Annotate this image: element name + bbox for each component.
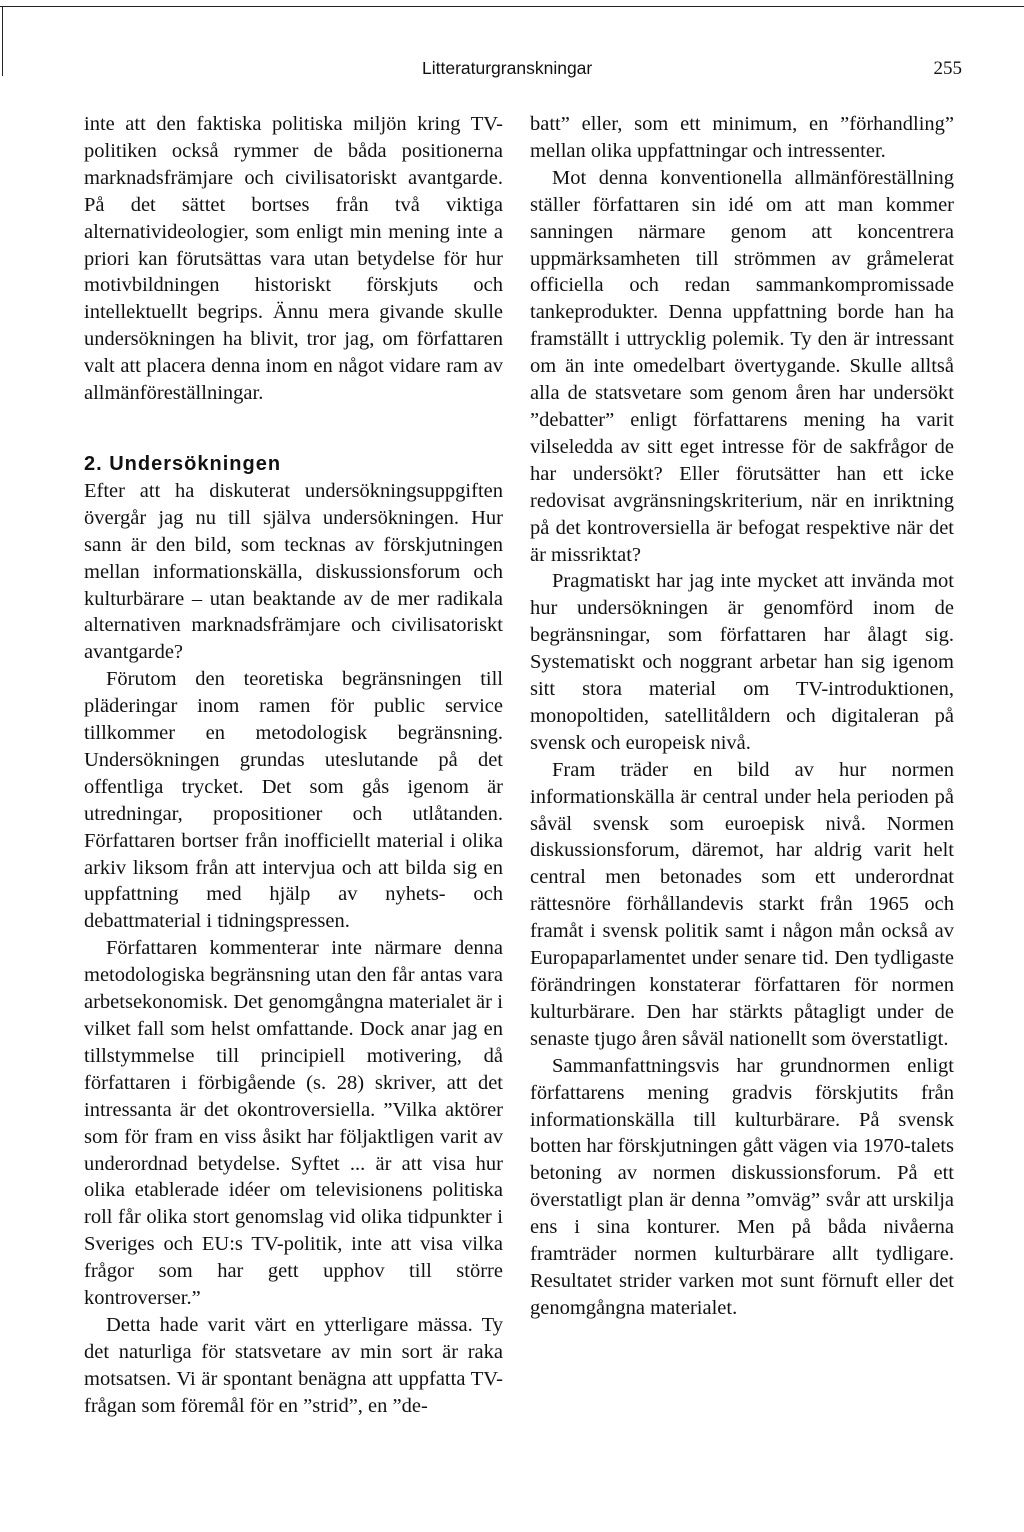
right-column — [530, 111, 954, 1322]
paragraph: Mot denna konventionella allmänföreställning ställer författaren sin idé om att man kommer sanningen närmare genom att koncentrera uppmärksamheten till strömmen av gråmelerat officiella och redan sammankompromissade tankeprodukter. Denna uppfattning borde han ha framställt i uttrycklig polemik. Ty den är intressant om än inte omedelbart övertygande. Skulle alltså alla de statsvetare som genom åren har undersökt ”debatter” enligt författarens mening ha varit vilseledda av sitt eget intresse för de sakfrågor de har undersökt? Eller förutsätter han ett icke redovisat avgränsningskriterium, när en inriktning på det kontroversiella är befogat respektive när det är missriktat? — [530, 166, 954, 566]
scan-edge-top — [0, 6, 1024, 7]
paragraph: Detta hade varit värt en ytterligare mässa. Ty det naturliga för statsvetare av min sort är raka motsatsen. Vi är spontant benägna att uppfatta TV-frågan som föremål för en ”strid”, en ”de- — [84, 1313, 503, 1417]
section-heading: 2. Undersökningen — [84, 452, 282, 475]
paragraph: Författaren kommenterar inte närmare denna metodologiska begränsning utan den får antas vara arbetsekonomisk. Det genomgångna materialet är i vilket fall som helst omfattande. Dock anar jag en tillstymmelse till principiell motivering, då författaren i förbigående (s. 28) skriver, att det intressanta är det okontroversiella. ”Vilka aktörer som för fram en viss åsikt har följaktligen varit av underordnad betydelse. Syftet ... är att visa hur olika etablerade idéer om televisionens politiska roll får olika stort genomslag vid olika tidpunkter i Sveriges och EU:s TV-politik, inte att visa vilka frågor som har gett upphov till större kontroverser.” — [84, 937, 503, 1310]
paragraph: Pragmatiskt har jag inte mycket att invända mot hur undersökningen är genomförd inom de begränsningar, som författaren har ålagt sig. Systematiskt och noggrant arbetar han sig igenom sitt stora material om TV-introduktionen, monopoltiden, satellitåldern och digitaleran på svensk och europeisk nivå. — [530, 570, 954, 754]
paragraph: batt” eller, som ett minimum, en ”förhandling” mellan olika uppfattningar och intressenter. — [530, 113, 954, 162]
left-column — [84, 111, 503, 1420]
paragraph: Förutom den teoretiska begränsningen till pläderingar inom ramen för public service tillkommer en metodologisk begränsning. Undersökningen grundas uteslutande på det offentliga trycket. Det som gås igenom är utredningar, propositioner och utlåtanden. Författaren bortser från inofficiellt material i olika arkiv liksom från att intervjua och att bilda sig en uppfattning med hjälp av nyhets- och debattmaterial i tidningspressen. — [84, 668, 503, 933]
paragraph: Sammanfattningsvis har grundnormen enligt författarens mening gradvis förskjutits från informationskälla till kulturbärare. På svensk botten har förskjutningen gått vägen via 1970-talets betoning av normen diskussionsforum. På ett överstatligt plan är denna ”omväg” svår att urskilja ens i sina konturer. Men på båda nivåerna framträder normen kulturbärare allt tydligare. Resultatet strider varken mot sunt förnuft eller det genomgångna materialet. — [530, 1054, 954, 1319]
running-header — [0, 58, 1024, 88]
paragraph: Fram träder en bild av hur normen informationskälla är central under hela perioden på såväl svensk som euroepisk nivå. Normen diskussionsforum, däremot, har aldrig varit helt central men betonades som ett underordnat rättesnöre förhållandevis starkt från 1965 och framåt i svensk politik samt i någon mån också av Europaparlamentet under senare tid. Den tydligaste förändringen konstaterar författaren för normen kulturbärare. Den har stärkts påtagligt under de senaste tjugo åren såväl nationellt som överstatligt. — [530, 758, 954, 1050]
paragraph: inte att den faktiska politiska miljön kring TV-politiken också rymmer de båda positionerna marknadsfrämjare och civilisatoriskt avantgarde. På det sättet bortses från två viktiga alternativideologier, som enligt min mening inte a priori kan förutsättas vara utan betydelse för hur motivbildningen historiskt förskjuts och intellektuellt begrips. Ännu mera givande skulle undersökningen ha blivit, tror jag, om författaren valt att placera denna inom en något vidare ram av allmänföreställningar. — [84, 113, 503, 405]
page-number: 255 — [933, 58, 962, 79]
paragraph: Efter att ha diskuterat undersökningsuppgiften övergår jag nu till själva undersökningen. Hur sann är den bild, som tecknas av förskjutningen mellan informationskälla, diskussionsforum och kulturbärare – utan beaktande av de mer radikala alternativen marknadsfrämjare och civilisatoriskt avantgarde? — [84, 479, 503, 664]
running-title: Litteraturgranskningar — [422, 58, 593, 78]
